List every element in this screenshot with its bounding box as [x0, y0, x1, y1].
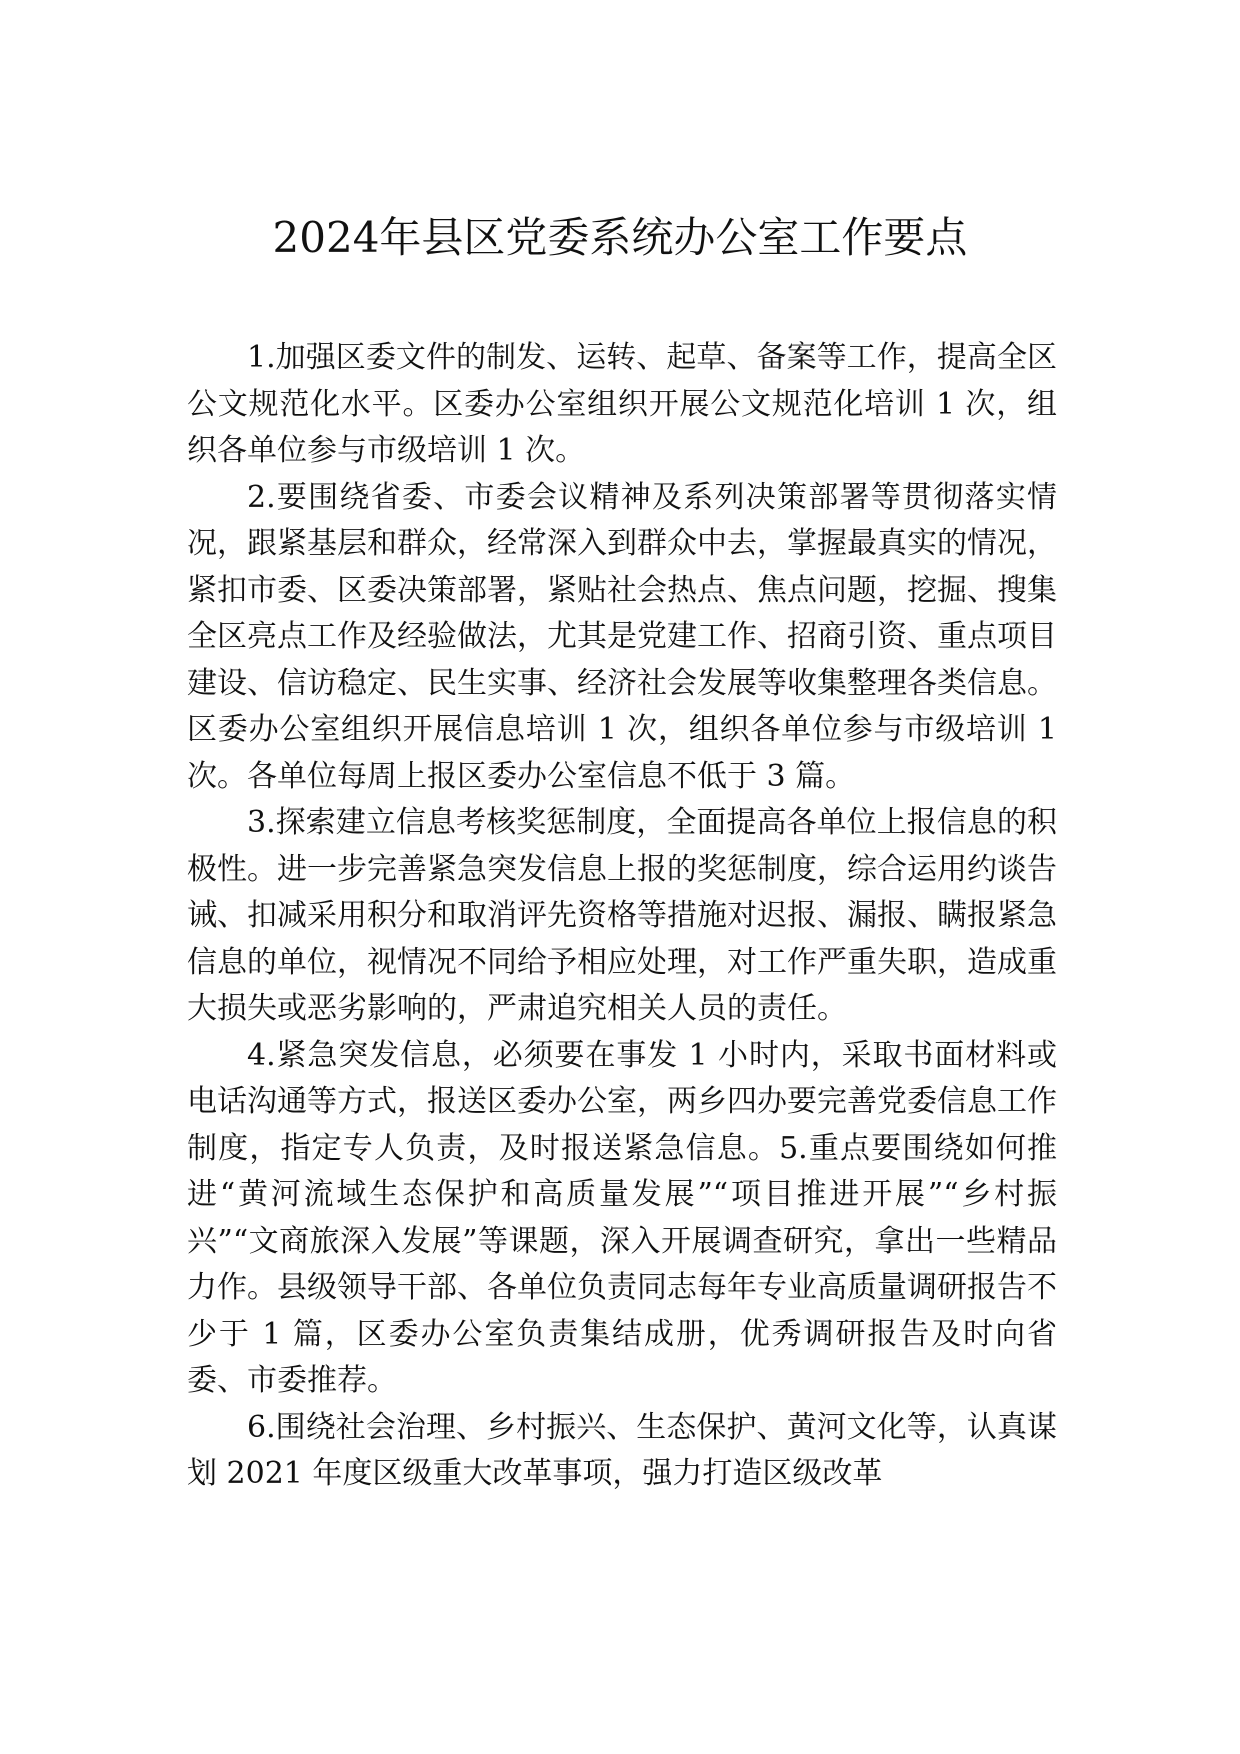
paragraph-2: 2.要围绕省委、市委会议精神及系列决策部署等贯彻落实情况，跟紧基层和群众，经常深入到群众中去，掌握最真实的情况，紧扣市委、区委决策部署，紧贴社会热点、焦点问题，挖掘、搜集全区亮点工作及经验做法，尤其是党建工作、招商引资、重点项目建设、信访稳定、民生实事、经济社会发展等收集整理各类信息。区委办公室组织开展信息培训 1 次，组织各单位参与市级培训 1 次。各单位每周上报区委办公室信息不低于 3 篇。 — [187, 479, 1057, 794]
paragraph-3: 3.探索建立信息考核奖惩制度，全面提高各单位上报信息的积极性。进一步完善紧急突发信息上报的奖惩制度，综合运用约谈告诫、扣减采用积分和取消评先资格等措施对迟报、漏报、瞒报紧急信息的单位，视情况不同给予相应处理，对工作严重失职，造成重大损失或恶劣影响的，严肃追究相关人员的责任。 — [187, 805, 1057, 1026]
paragraph-6: 6.围绕社会治理、乡村振兴、生态保护、黄河文化等，认真谋划 2021 年度区级重大改革事项，强力打造区级改革 — [187, 1409, 1057, 1491]
document-title: 2024年县区党委系统办公室工作要点 — [272, 213, 968, 262]
paragraph-4-5: 4.紧急突发信息，必须要在事发 1 小时内，采取书面材料或电话沟通等方式，报送区委办公室，两乡四办要完善党委信息工作制度，指定专人负责，及时报送紧急信息。5.重点要围绕如何推进“黄河流域生态保护和高质量发展”“项目推进开展”“乡村振兴”“文商旅深入发展”等课题，深入开展调查研究，拿出一些精品力作。县级领导干部、各单位负责同志每年专业高质量调研报告不少于 1 篇，区委办公室负责集结成册，优秀调研报告及时向省委、市委推荐。 — [187, 1037, 1057, 1398]
paragraph-1: 1.加强区委文件的制发、运转、起草、备案等工作，提高全区公文规范化水平。区委办公室组织开展公文规范化培训 1 次，组织各单位参与市级培训 1 次。 — [187, 340, 1057, 468]
document-body — [187, 335, 1057, 1498]
